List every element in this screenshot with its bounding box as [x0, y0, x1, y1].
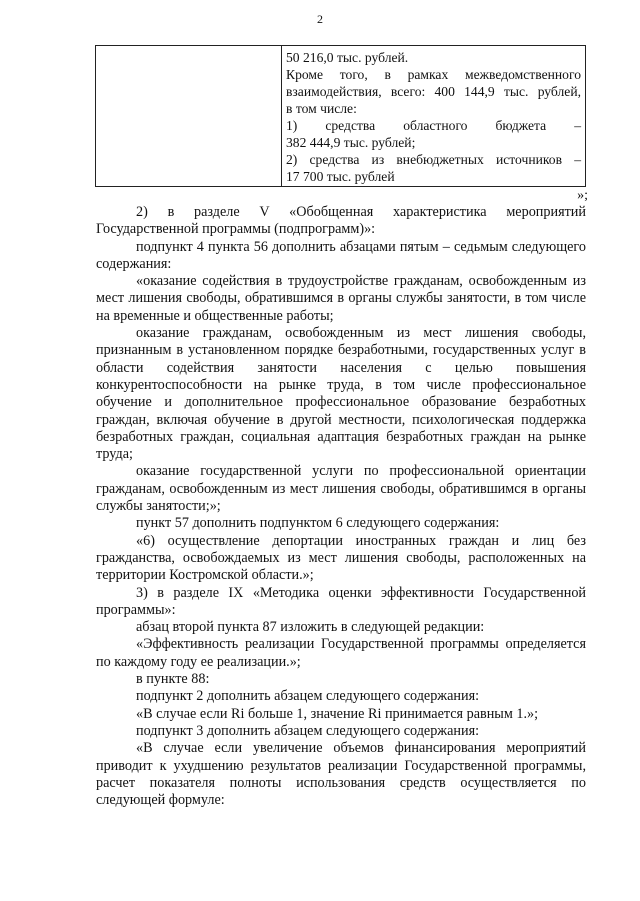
- paragraph: абзац второй пункта 87 изложить в следующей редакции:: [136, 619, 485, 636]
- table-line: 50 216,0 тыс. рублей.: [286, 50, 409, 65]
- table-line: взаимодействия, всего: 400 144,9 тыс. рублей,: [286, 84, 581, 99]
- paragraph: «6) осуществление депортации иностранных граждан и лиц без гражданства, освобождаемых из мест лишения свободы, расположенных на территории Костромской области.»;: [96, 532, 586, 584]
- paragraph: в пункте 88:: [136, 671, 210, 688]
- table-right-cell: [282, 46, 585, 186]
- paragraph: подпункт 2 дополнить абзацем следующего содержания:: [136, 688, 480, 705]
- table-left-cell: [96, 46, 282, 186]
- paragraph: пункт 57 дополнить подпунктом 6 следующего содержания:: [136, 515, 500, 532]
- paragraph: подпункт 3 дополнить абзацем следующего содержания:: [136, 722, 480, 739]
- paragraph: оказание гражданам, освобожденным из мест лишения свободы, признанным в установленном порядке безработными, государственных услуг в области содействия занятости населения с целью повышения конкурентоспособности на рынке труда, в том числе профессиональное обучение и дополнительное профессиональное образование безработных граждан, включая обучение в другой местности, психологическая поддержка безработных граждан, социальная адаптация безработных граждан на рынке труда;: [96, 325, 586, 463]
- paragraph: оказание государственной услуги по профессиональной ориентации гражданам, освобожденным из мест лишения свободы, обратившимся в органы службы занятости;»;: [96, 463, 586, 515]
- table-line: 1) средства областного бюджета –: [286, 118, 581, 133]
- closing-quote: »;: [577, 188, 588, 203]
- table-line: Кроме того, в рамках межведомственного: [286, 67, 581, 82]
- funding-table: [95, 45, 586, 187]
- paragraph: «В случае если увеличение объемов финансирования мероприятий приводит к ухудшению результатов реализации Государственной программы, расчет показателя полноты использования средств осуществляется по следующей формуле:: [96, 740, 586, 809]
- paragraph: «Эффективность реализации Государственной программы определяется по каждому году ее реализации.»;: [96, 636, 586, 670]
- paragraph: «оказание содействия в трудоустройстве гражданам, освобожденным из мест лишения свободы, обратившимся в органы службы занятости, в том числе на временные и общественные работы;: [96, 273, 586, 324]
- table-line: 2) средства из внебюджетных источников –: [286, 152, 581, 167]
- table-line: 17 700 тыс. рублей: [286, 169, 395, 184]
- paragraph: подпункт 4 пункта 56 дополнить абзацами пятым – седьмым следующего содержания:: [96, 238, 586, 272]
- page-number: 2: [317, 12, 323, 26]
- document-body: [96, 204, 586, 809]
- paragraph: 2) в разделе V «Обобщенная характеристика мероприятий Государственной программы (подпрограмм)»:: [96, 204, 586, 238]
- paragraph: 3) в разделе IX «Методика оценки эффективности Государственной программы»:: [96, 584, 586, 618]
- table-line: 382 444,9 тыс. рублей;: [286, 135, 416, 150]
- table-line: в том числе:: [286, 101, 357, 116]
- paragraph: «В случае если Ri больше 1, значение Ri принимается равным 1.»;: [136, 705, 539, 722]
